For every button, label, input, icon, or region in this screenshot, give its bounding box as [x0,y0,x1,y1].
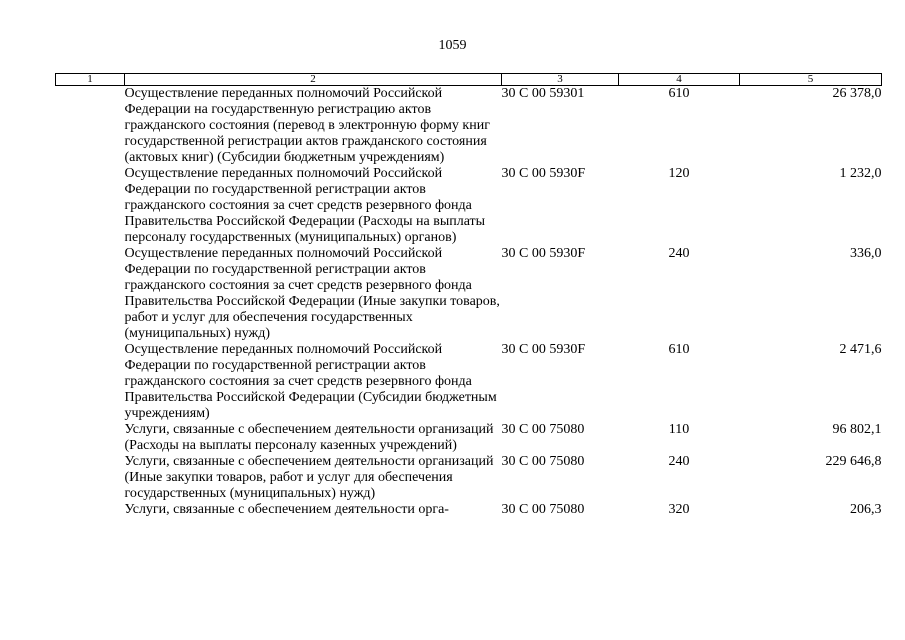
column-header-3: 3 [502,74,619,86]
type-cell: 120 [668,166,690,181]
description-text: Услуги, связанные с обеспечением деятельности организаций (Расходы на выплаты персоналу казенных учреждений) [124,422,494,453]
description-cell [125,342,502,422]
type-cell: 610 [668,342,690,357]
table-row [56,246,882,342]
amount-cell: 229 646,8 [825,454,882,469]
code-cell: 30 С 00 5930F [501,166,586,181]
description-cell [125,86,502,167]
row-number-cell [56,502,125,518]
code-cell: 30 С 00 5930F [501,342,586,357]
row-number-cell [56,342,125,422]
description-text: Услуги, связанные с обеспечением деятельности орга- [124,502,449,517]
description-text: Услуги, связанные с обеспечением деятельности организаций (Иные закупки товаров, работ и услуг для обеспечения государственных (муниципальных) нужд) [124,454,494,501]
row-number-cell [56,454,125,502]
amount-cell: 336,0 [850,246,882,261]
description-text: Осуществление переданных полномочий Российской Федерации по государственной регистрации актов гражданского состояния за счет средств резервного фонда Правительства Российской Федерации (Иные закупки товаров, работ и услуг для обеспечения государственных (муниципальных) нужд) [124,246,500,341]
type-cell: 240 [668,454,690,469]
type-cell: 320 [668,502,690,517]
description-cell [125,166,502,246]
table-row [56,166,882,246]
table-header-row [56,74,882,86]
column-header-5: 5 [740,74,882,86]
amount-cell: 26 378,0 [832,86,882,101]
description-text: Осуществление переданных полномочий Российской Федерации по государственной регистрации актов гражданского состояния за счет средств резервного фонда Правительства Российской Федерации (Субсидии бюджетным учреждениям) [124,342,497,421]
table-row [56,502,882,518]
row-number-cell [56,246,125,342]
description-cell [125,246,502,342]
row-number-cell [56,86,125,167]
type-cell: 240 [668,246,690,261]
description-text: Осуществление переданных полномочий Российской Федерации на государственную регистрацию актов гражданского состояния (перевод в электронную форму книг государственной регистрации актов гражданского состояния (актовых книг) (Субсидии бюджетным учреждениям) [124,86,490,165]
page-number: 1059 [438,38,467,53]
description-cell [125,502,502,518]
amount-cell: 2 471,6 [839,342,882,357]
description-text: Осуществление переданных полномочий Российской Федерации по государственной регистрации актов гражданского состояния за счет средств резервного фонда Правительства Российской Федерации (Расходы на выплаты персоналу государственных (муниципальных) органов) [124,166,486,245]
type-cell: 610 [668,86,690,101]
amount-cell: 1 232,0 [839,166,882,181]
column-header-1: 1 [56,74,125,86]
type-cell: 110 [668,422,690,437]
amount-cell: 96 802,1 [832,422,882,437]
description-cell [125,454,502,502]
amount-cell: 206,3 [850,502,882,517]
column-header-4: 4 [619,74,740,86]
table-row [56,342,882,422]
row-number-cell [56,166,125,246]
row-number-cell [56,422,125,454]
code-cell: 30 С 00 59301 [501,86,585,101]
budget-table [55,73,882,518]
code-cell: 30 С 00 75080 [501,422,585,437]
code-cell: 30 С 00 75080 [501,502,585,517]
table-row [56,86,882,167]
column-header-2: 2 [125,74,502,86]
description-cell [125,422,502,454]
table-row [56,422,882,454]
code-cell: 30 С 00 5930F [501,246,586,261]
table-row [56,454,882,502]
code-cell: 30 С 00 75080 [501,454,585,469]
